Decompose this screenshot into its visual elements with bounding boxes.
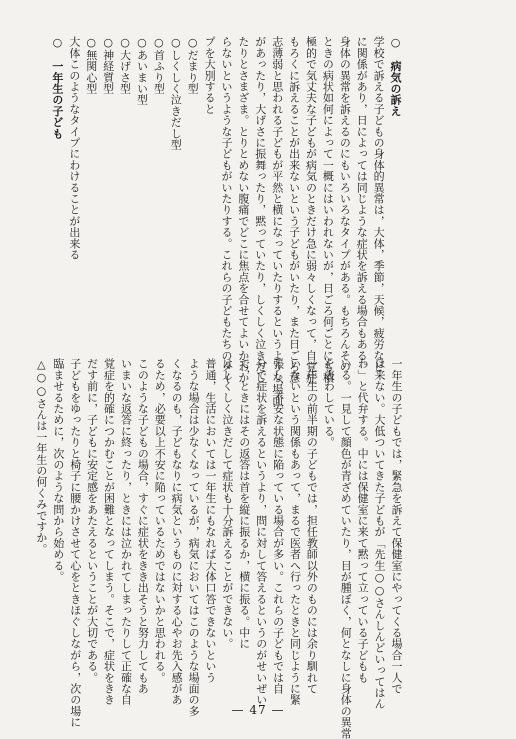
text-column: たりとさまざま。とりとめない腹痛でどこに焦点を合せてよいかわか: [236, 36, 250, 384]
text-column: いる。一見して顔色が青ざめていたり，目が腫ぼく，何となしに身体の異常: [339, 358, 353, 739]
type-list-item: ○無関心型: [84, 36, 98, 94]
type-list-item: ○神経質型: [101, 36, 115, 94]
text-column: 子どもをゆったりと椅子に腰かけさせて心をときほぐしながら，次の場に: [68, 358, 82, 728]
type-list-item: ○首ふり型: [152, 36, 166, 94]
text-column: このような子どもの場合，すぐに症状をきき出そうと努力してもあ: [136, 358, 150, 694]
text-column: いないという関係もあって，まるで医者へ行ったときと同じように緊: [288, 358, 302, 706]
text-column: 一年生の子どもでは，緊急を訴えて保健室にやってくる場合一人で: [389, 358, 403, 694]
section-heading: ○ 一年生の子ども: [50, 36, 64, 139]
text-column: らないというような子どもがいたりする。これらの子どもたちのタイ: [219, 36, 233, 384]
text-column: ような場合は少なくなっているが，病気においてはこのような場面の多: [187, 358, 201, 717]
text-column: に関係があり，日によっては同じような症状を訴える場合もある。: [355, 36, 369, 372]
type-list-item: ○しくしく泣きだし型: [169, 36, 183, 150]
text-column: を表わしている。: [322, 358, 336, 448]
text-column: で，ときにはその返答は首を縦に振るか，横に振る。中に: [237, 358, 251, 650]
text-column: は来ない。大低ついてきた子どもが「先生○○さんしんどいってはん: [373, 358, 387, 710]
text-column: 身体の異常を訴えるのにもいろいろなタイプがある。もちろんその: [338, 36, 352, 372]
text-column: プを大別すると: [203, 36, 217, 115]
section-heading: ○ 病気の訴え: [389, 36, 403, 117]
text-column: もろくに訴えることが出来ないという子どもがいたり，また日ごろ意: [287, 36, 301, 384]
page-number: — 47 —: [231, 703, 285, 717]
type-list-item: ○だまり型: [186, 36, 200, 94]
text-column: 極的で気丈夫な子どもが病気のときだけ急に弱々しくなって，自覚症: [304, 36, 318, 384]
text-column: 大体このようなタイプにわけることが出来る: [67, 36, 81, 260]
text-column: 学校で訴える子どもの身体的異常は，大体，季節，天候，疲労など: [372, 36, 386, 372]
type-list-item: ○大げさ型: [118, 36, 132, 94]
text-column: 分で症状を訴えるというより，問に対して答えるというのがせいぜい: [254, 358, 268, 706]
text-column: △○○さんは一年生の何くみですか。: [34, 358, 48, 555]
text-column: 張し，不安な状態に陥っている場合が多い。これらの子どもでは自: [271, 358, 285, 694]
text-column: 志薄弱と思われる子どもが平然と横になっていたりするというような場面: [270, 36, 284, 406]
text-column: 臨ませるために，次のような問から始める。: [51, 358, 65, 582]
text-column: 覚症を的確につかむことが困難となってしまう。そこで，症状をきき: [102, 358, 116, 706]
text-column: ときの病状如何によって一概にはいわれないが，日ごろ何ごとにも積: [321, 36, 335, 384]
text-column: わ」と代弁する。中には保健室に来て黙って立っている子どもも: [356, 358, 370, 683]
text-column: 普通，生活においては一年生にもなれば大体口答できないという: [203, 358, 217, 683]
text-column: いまいな返答に終ったり，ときには泣かれてしまったりして正確な自: [119, 358, 133, 706]
text-column: があったり，大げさに振舞ったり，黙っていたり，しくしく泣きだし: [253, 36, 267, 384]
text-column: るため，必要以上不安に陥っているためではないかと思われる。: [153, 358, 167, 683]
text-column: くなるのも，子どもなりに病気というものに対する心やお先入感があ: [170, 358, 184, 706]
type-list-item: ○あいまい型: [135, 36, 149, 106]
text-column: だす前に，子どもに安定感をあたえるということが大切である。: [85, 358, 99, 683]
text-column: はしくしく泣きだして症状も十分訴えることができない。: [220, 358, 234, 650]
text-column: 一年生の前半期の子どもでは，担任教師以外のものには余り馴れて: [305, 358, 319, 694]
